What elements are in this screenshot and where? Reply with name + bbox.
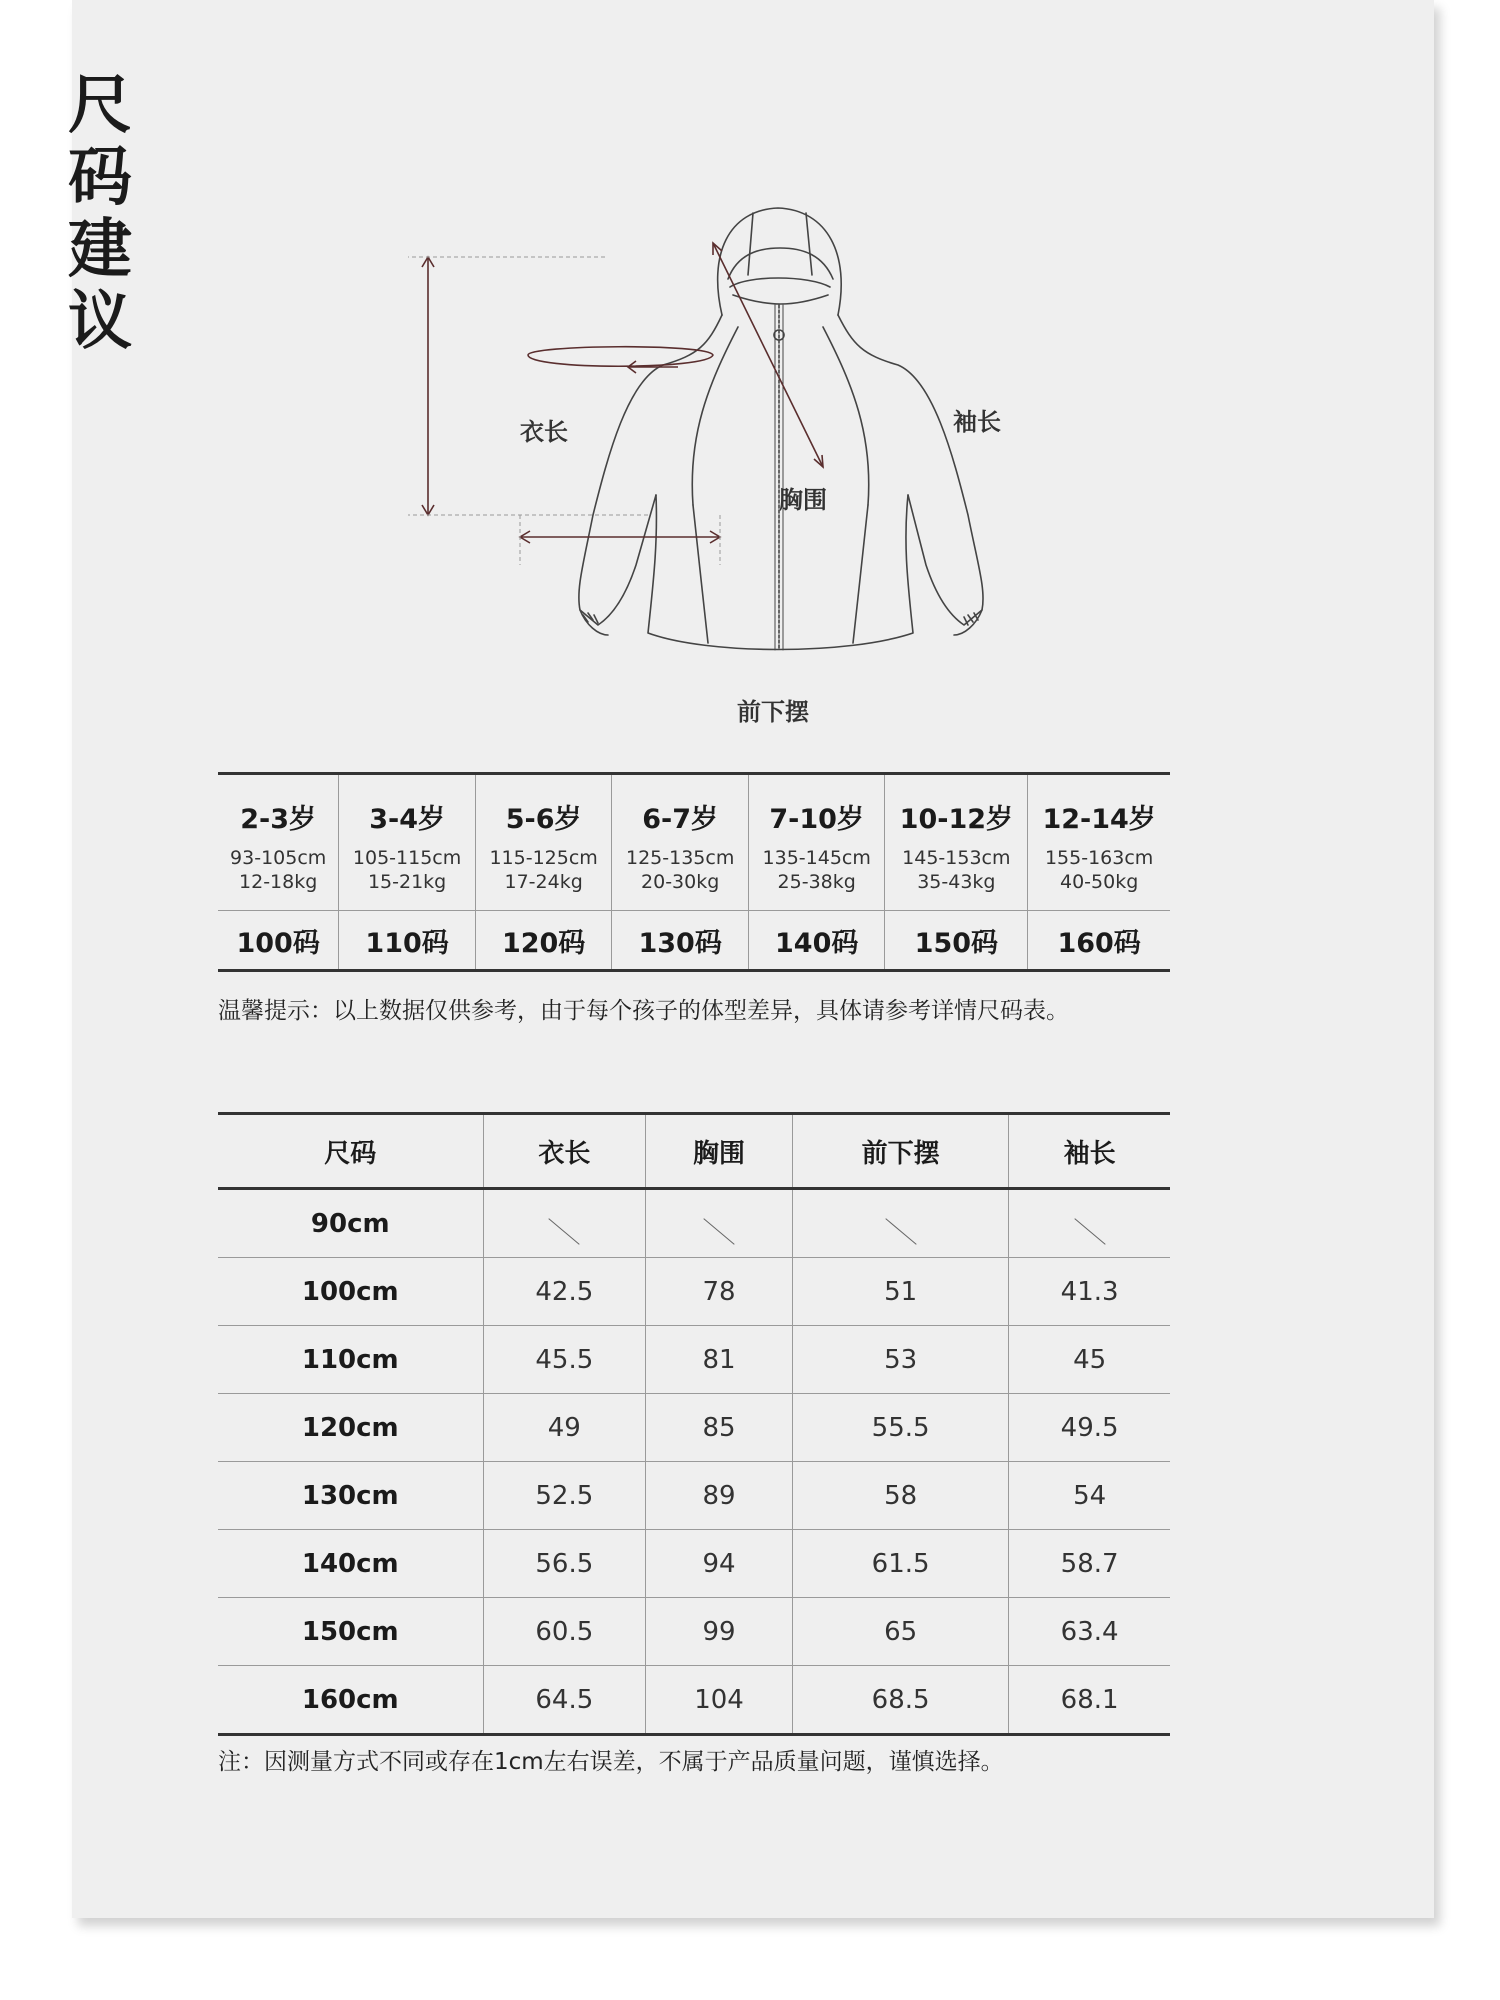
value-cell: 78 [646,1258,793,1326]
value-cell: 45.5 [483,1326,646,1394]
value-cell: 56.5 [483,1530,646,1598]
size-label-cell: 140cm [218,1530,483,1598]
value-cell: 49 [483,1394,646,1462]
header-cell: 袖长 [1009,1114,1170,1189]
table-row [218,1462,1170,1530]
age-cell: 2-3岁 93-105cm 12-18kg [218,774,339,911]
label-length: 衣长 [520,418,568,446]
value-cell: 42.5 [483,1258,646,1326]
value-cell: 63.4 [1009,1598,1170,1666]
age-info-row [218,774,1170,911]
size-label-cell: 100cm [218,1258,483,1326]
empty-cell [646,1189,793,1258]
value-cell: 49.5 [1009,1394,1170,1462]
value-cell: 68.5 [792,1666,1008,1735]
value-cell: 41.3 [1009,1258,1170,1326]
value-cell: 104 [646,1666,793,1735]
note-text: 注：因测量方式不同或存在1cm左右误差，不属于产品质量问题，谨慎选择。 [218,1749,1004,1775]
header-row [218,1114,1170,1189]
label-chest: 胸围 [779,486,827,514]
size-cell: 100码 [218,911,339,971]
age-size-table [218,772,1170,972]
empty-cell [792,1189,1008,1258]
header-cell: 前下摆 [792,1114,1008,1189]
age-cell: 12-14岁 155-163cm 40-50kg [1042,804,1156,893]
title-char: 议 [68,285,132,359]
empty-cell [1009,1189,1170,1258]
value-cell: 52.5 [483,1462,646,1530]
table-row [218,1326,1170,1394]
diagonal-slash [549,1218,580,1244]
table-row [218,1189,1170,1258]
value-cell: 53 [792,1326,1008,1394]
value-cell: 60.5 [483,1598,646,1666]
table-row [218,1530,1170,1598]
title-char: 建 [68,213,132,287]
diagonal-slash [885,1218,916,1244]
size-label-cell: 160cm [218,1666,483,1735]
label-hem: 前下摆 [737,698,809,726]
value-cell: 45 [1009,1326,1170,1394]
page-title [60,70,140,358]
size-label-cell: 90cm [218,1189,483,1258]
size-cell: 120码 [475,911,612,971]
value-cell: 54 [1009,1462,1170,1530]
value-cell: 65 [792,1598,1008,1666]
age-cell: 5-6岁 115-125cm 17-24kg [475,774,612,911]
size-label-cell: 120cm [218,1394,483,1462]
value-cell: 81 [646,1326,793,1394]
size-label-cell: 150cm [218,1598,483,1666]
table-row [218,1258,1170,1326]
table-row [218,1394,1170,1462]
empty-cell [483,1189,646,1258]
value-cell: 99 [646,1598,793,1666]
size-cell: 130码 [612,911,749,971]
tip-text: 温馨提示：以上数据仅供参考，由于每个孩子的体型差异，具体请参考详情尺码表。 [218,998,1069,1024]
diagonal-slash [703,1218,734,1244]
size-cell: 110码 [339,911,476,971]
header-cell: 尺码 [218,1114,483,1189]
value-cell: 58 [792,1462,1008,1530]
value-cell: 51 [792,1258,1008,1326]
value-cell: 68.1 [1009,1666,1170,1735]
size-label-cell: 110cm [218,1326,483,1394]
size-cell: 160码 [1028,911,1170,971]
age-cell: 3-4岁 105-115cm 15-21kg [339,774,476,911]
size-label-cell: 130cm [218,1462,483,1530]
value-cell: 58.7 [1009,1530,1170,1598]
value-cell: 61.5 [792,1530,1008,1598]
label-sleeve: 袖长 [953,408,1001,436]
size-cell: 140码 [748,911,885,971]
header-cell: 胸围 [646,1114,793,1189]
measurement-table [218,1112,1170,1736]
size-row [218,911,1170,971]
diagonal-slash [1074,1218,1105,1244]
title-char: 尺 [68,69,132,143]
age-cell: 7-10岁 135-145cm 25-38kg [748,774,885,911]
value-cell: 94 [646,1530,793,1598]
value-cell: 64.5 [483,1666,646,1735]
value-cell: 89 [646,1462,793,1530]
header-cell: 衣长 [483,1114,646,1189]
title-char: 码 [68,141,132,215]
size-cell: 150码 [885,911,1028,971]
age-cell: 6-7岁 125-135cm 20-30kg [612,774,749,911]
table-row [218,1666,1170,1735]
table-row [218,1598,1170,1666]
value-cell: 85 [646,1394,793,1462]
value-cell: 55.5 [792,1394,1008,1462]
age-cell: 10-12岁 145-153cm 35-43kg [885,774,1028,911]
jacket-diagram [408,195,1108,735]
